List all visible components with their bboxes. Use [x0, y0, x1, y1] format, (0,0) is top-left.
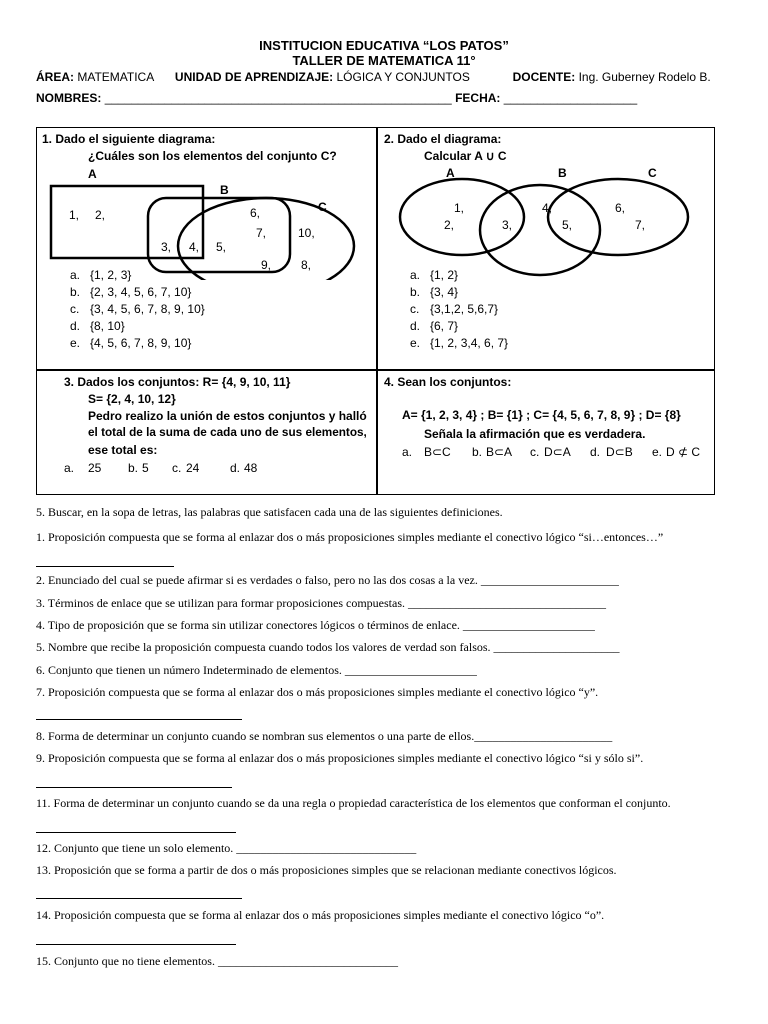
q2-element: 1,	[454, 201, 465, 215]
option-text: {2, 3, 4, 5, 6, 7, 10}	[90, 285, 192, 299]
school-title: INSTITUCION EDUCATIVA “LOS PATOS”	[259, 38, 509, 53]
option-text: B⊂C	[424, 445, 451, 459]
option-text: {8, 10}	[90, 319, 125, 333]
answer-line[interactable]	[36, 719, 242, 720]
option-text: 5	[142, 461, 149, 475]
q2-option-c[interactable]	[410, 302, 498, 316]
q2-label-c: C	[648, 166, 657, 180]
definition-item: 8. Forma de determinar un conjunto cuando se nombran sus elementos o una parte de ellos._______________________	[36, 729, 613, 743]
q1-title: 1. Dado el siguiente diagrama:	[42, 132, 216, 146]
definition-item: 4. Tipo de proposición que se forma sin utilizar conectores lógicos o términos de enlace. ______________________	[36, 618, 595, 632]
q1-element: 7,	[256, 226, 267, 240]
q3-option-c[interactable]	[172, 461, 199, 475]
q1-element: 10,	[298, 226, 315, 240]
q2-element: 7,	[635, 218, 646, 232]
definition-item: 14. Proposición compuesta que se forma al enlazar dos o más proposiciones simples mediante el conectivo lógico “o”.	[36, 908, 605, 922]
q2-set-b-ellipse	[480, 185, 600, 275]
option-letter: c.	[530, 445, 540, 459]
option-letter: e.	[652, 445, 663, 459]
q1-element: 4,	[189, 240, 200, 254]
q1-question: ¿Cuáles son los elementos del conjunto C?	[88, 149, 337, 163]
q2-label-a: A	[446, 166, 455, 180]
q4-sets: A= {1, 2, 3, 4} ; B= {1} ; C= {4, 5, 6, 7, 8, 9} ; D= {8}	[402, 408, 681, 422]
workshop-title: TALLER DE MATEMATICA 11°	[292, 53, 476, 68]
names-row	[36, 91, 637, 105]
option-text: {3,1,2, 5,6,7}	[430, 302, 499, 316]
option-letter: a.	[64, 461, 75, 475]
q4-option-d[interactable]	[590, 445, 633, 459]
q2-set-c-ellipse	[548, 179, 688, 255]
definition-item: 6. Conjunto que tienen un número Indeterminado de elementos. ______________________	[36, 663, 477, 677]
q1-element: 1,	[69, 208, 80, 222]
q1-element: 5,	[216, 240, 227, 254]
q4-option-b[interactable]	[472, 445, 512, 459]
option-letter: b.	[70, 285, 81, 299]
q4-title: 4. Sean los conjuntos:	[384, 375, 512, 389]
q1-label-b: B	[220, 183, 229, 197]
date-label: FECHA:	[455, 91, 501, 105]
option-letter: d.	[410, 319, 421, 333]
option-text: 48	[244, 461, 258, 475]
unit-label: UNIDAD DE APRENDIZAJE:	[174, 70, 334, 84]
q2-title: 2. Dado el diagrama:	[384, 132, 502, 146]
q1-element: 9,	[261, 258, 272, 272]
definition-item: 15. Conjunto que no tiene elementos. ______________________________	[36, 954, 398, 968]
option-letter: c.	[70, 302, 80, 316]
answer-line[interactable]	[36, 566, 174, 567]
option-letter: d.	[590, 445, 601, 459]
unit-value: LÓGICA Y CONJUNTOS	[336, 70, 470, 84]
q2-set-a-ellipse	[400, 179, 524, 255]
option-text: 25	[88, 461, 102, 475]
q3-line5: ese total es:	[88, 443, 158, 457]
q2-option-d[interactable]	[410, 319, 458, 333]
q1-element: 2,	[95, 208, 106, 222]
q2-element: 6,	[615, 201, 626, 215]
q3-line1: 3. Dados los conjuntos: R= {4, 9, 10, 11}	[64, 375, 291, 389]
definition-item: 7. Proposición compuesta que se forma al enlazar dos o más proposiciones simples mediante el conectivo lógico “y”.	[36, 685, 599, 699]
option-letter: b.	[128, 461, 139, 475]
definition-item: 2. Enunciado del cual se puede afirmar si es verdades o falso, pero no las dos cosas a la vez. _______________________	[36, 573, 619, 587]
option-letter: c.	[172, 461, 182, 475]
q1-option-b[interactable]	[70, 285, 191, 299]
q1-option-e[interactable]	[70, 336, 191, 350]
option-letter: d.	[230, 461, 241, 475]
definition-item: 11. Forma de determinar un conjunto cuando se da una regla o propiedad característica de los elementos que conforman el conjunto.	[36, 796, 671, 810]
q3-line3: Pedro realizo la unión de estos conjuntos y halló	[88, 409, 367, 423]
answer-line[interactable]	[36, 832, 236, 833]
q2-element: 3,	[502, 218, 513, 232]
definition-item: 1. Proposición compuesta que se forma al enlazar dos o más proposiciones simples mediante el conectivo lógico “si…entonces…”	[36, 530, 664, 544]
area-label: ÁREA:	[36, 70, 74, 84]
q1-option-d[interactable]	[70, 319, 125, 333]
area-value: MATEMATICA	[77, 70, 155, 84]
q1-element: 8,	[301, 258, 312, 272]
q3-option-a[interactable]	[64, 461, 101, 475]
q1-option-a[interactable]	[70, 268, 131, 282]
q1-venn-diagram	[36, 160, 376, 280]
option-text: D ⊄ C	[666, 445, 701, 459]
q1-label-c: C	[318, 200, 327, 214]
answer-line[interactable]	[36, 898, 242, 899]
teacher-label: DOCENTE:	[512, 70, 576, 84]
q3-option-b[interactable]	[128, 461, 149, 475]
q2-element: 5,	[562, 218, 573, 232]
q1-option-c[interactable]	[70, 302, 205, 316]
option-text: D⊂B	[606, 445, 633, 459]
info-row	[36, 70, 711, 84]
names-label: NOMBRES:	[36, 91, 102, 105]
q4-option-a[interactable]	[402, 445, 451, 459]
option-text: {3, 4, 5, 6, 7, 8, 9, 10}	[90, 302, 205, 316]
q2-label-b: B	[558, 166, 567, 180]
q3-line2: S= {2, 4, 10, 12}	[88, 392, 176, 406]
option-text: B⊂A	[486, 445, 513, 459]
definition-item: 12. Conjunto que tiene un solo elemento. ______________________________	[36, 841, 417, 855]
teacher-value: Ing. Guberney Rodelo B.	[578, 70, 711, 84]
answer-line[interactable]	[36, 944, 236, 945]
option-text: 24	[186, 461, 200, 475]
option-letter: e.	[70, 336, 81, 350]
q2-element: 4,	[542, 201, 553, 215]
q4-option-e[interactable]	[652, 445, 700, 459]
q3-option-d[interactable]	[230, 461, 257, 475]
option-letter: e.	[410, 336, 421, 350]
option-letter: a.	[402, 445, 413, 459]
option-letter: a.	[70, 268, 81, 282]
q3-line4: el total de la suma de cada uno de sus elementos,	[88, 426, 367, 439]
definition-item: 13. Proposición que se forma a partir de dos o más proposiciones simples que se relacionan mediante conectivos lógicos.	[36, 863, 617, 877]
option-text: {4, 5, 6, 7, 8, 9, 10}	[90, 336, 192, 350]
q2-venn-diagram	[376, 160, 713, 280]
option-letter: a.	[410, 268, 421, 282]
q1-label-a: A	[88, 167, 97, 181]
q2-element: 2,	[444, 218, 455, 232]
q2-option-e[interactable]	[410, 336, 508, 350]
date-line[interactable]: ____________________	[503, 91, 638, 105]
q1-element: 6,	[250, 206, 261, 220]
option-letter: b.	[410, 285, 421, 299]
option-text: {6, 7}	[430, 319, 459, 333]
q4-option-c[interactable]	[530, 445, 571, 459]
option-text: {3, 4}	[430, 285, 459, 299]
q1-element: 3,	[161, 240, 172, 254]
q2-option-b[interactable]	[410, 285, 458, 299]
definition-item: 5. Nombre que recibe la proposición compuesta cuando todos los valores de verdad son falsos. _____________________	[36, 640, 620, 654]
q5-intro: 5. Buscar, en la sopa de letras, las palabras que satisfacen cada una de las siguientes definiciones.	[36, 505, 503, 519]
definition-item: 9. Proposición compuesta que se forma al enlazar dos o más proposiciones simples mediante el conectivo lógico “si y sólo si”.	[36, 751, 644, 765]
option-letter: c.	[410, 302, 420, 316]
answer-line[interactable]	[36, 787, 232, 788]
option-text: {1, 2, 3,4, 6, 7}	[430, 336, 509, 350]
q4-instruction: Señala la afirmación que es verdadera.	[424, 427, 646, 441]
names-line[interactable]: ____________________________________________________	[104, 91, 452, 105]
q2-option-a[interactable]	[410, 268, 458, 282]
option-text: D⊂A	[544, 445, 571, 459]
q2-question: Calcular A ∪ C	[424, 149, 507, 163]
option-text: {1, 2, 3}	[90, 268, 132, 282]
option-text: {1, 2}	[430, 268, 459, 282]
option-letter: d.	[70, 319, 81, 333]
definition-item: 3. Términos de enlace que se utilizan para formar proposiciones compuestas. _________________________________	[36, 596, 606, 610]
option-letter: b.	[472, 445, 483, 459]
